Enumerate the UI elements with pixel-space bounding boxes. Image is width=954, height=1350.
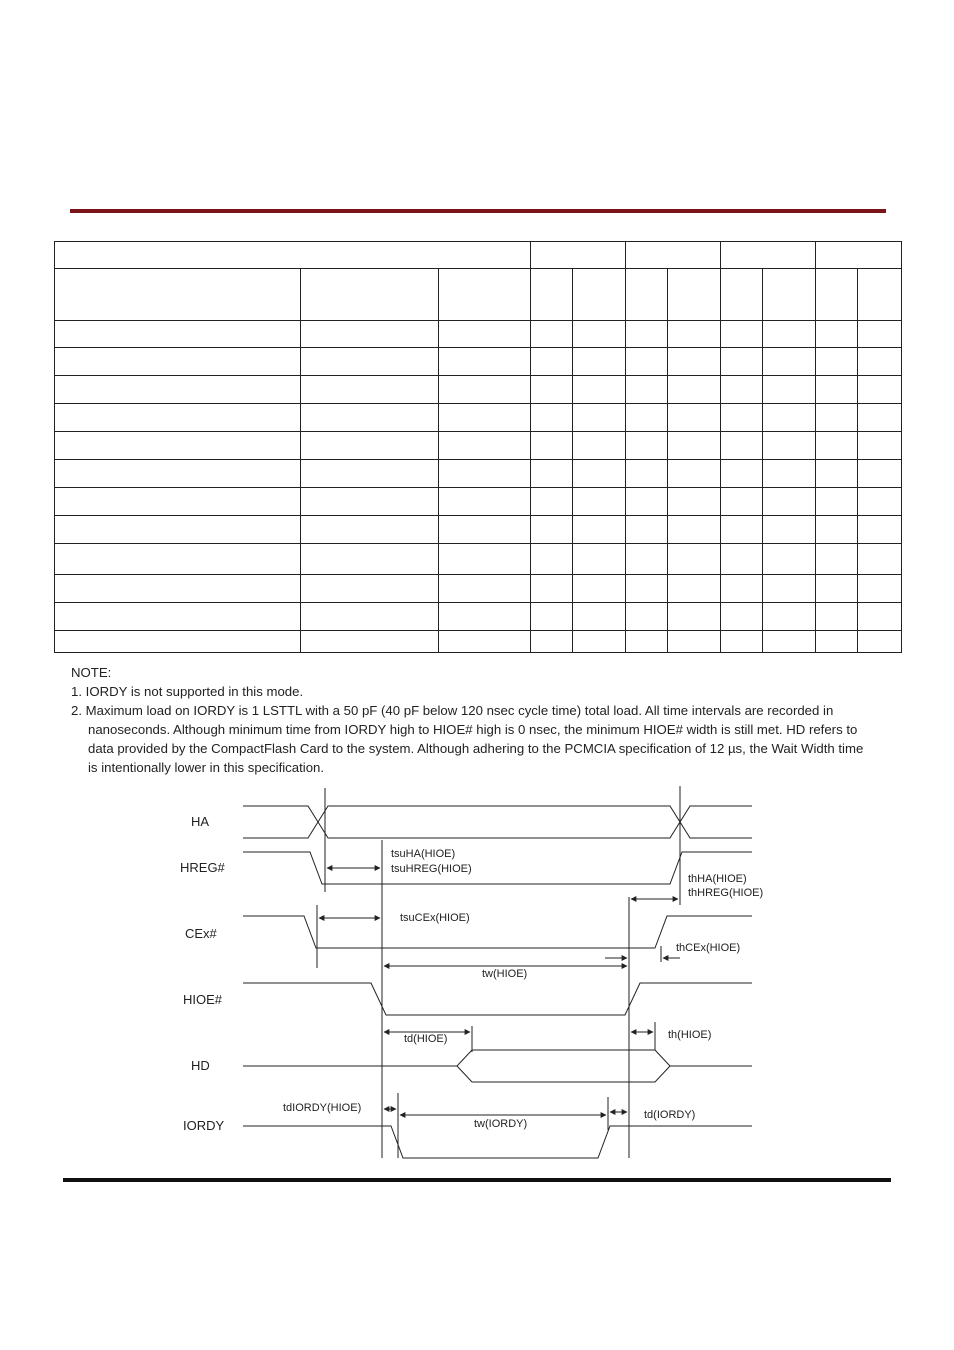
timing-table (54, 241, 902, 653)
waveform-hioe (243, 983, 752, 1015)
label-tdhioe: td(HIOE) (404, 1033, 448, 1045)
waveform-hd (243, 1050, 752, 1082)
notes (71, 663, 871, 777)
table-row (55, 321, 902, 348)
label-twiordy: tw(IORDY) (474, 1118, 528, 1130)
table-row (55, 404, 902, 432)
signal-label-cex: CEx# (185, 926, 217, 941)
table-row (55, 544, 902, 575)
header-rule (70, 209, 886, 213)
signal-label-hioe: HIOE# (183, 992, 223, 1007)
table-row (55, 631, 902, 653)
waveform-hreg (243, 852, 752, 884)
label-thhioe: th(HIOE) (668, 1029, 712, 1041)
waveform-iordy (243, 1126, 752, 1158)
note-item-2: 2. Maximum load on IORDY is 1 LSTTL with a 50 pF (40 pF below 120 nsec cycle time) total load. All time intervals are recorded in nanoseconds. Although minimum time from IORDY high to HIOE# high is 0 nsec, the minimum HIOE# width is still met. HD refers to data provided by the CompactFlash Card to the system. Although adhering to the PCMCIA specification of 12 µs, the Wait Width time is intentionally lower in this specification. (71, 703, 864, 775)
table-row (55, 348, 902, 376)
footer-rule (63, 1178, 891, 1182)
label-tsuhreg: tsuHREG(HIOE) (391, 863, 472, 875)
waveform-ha (243, 806, 752, 838)
table-row (55, 460, 902, 488)
table-row (55, 575, 902, 603)
signal-label-iordy: IORDY (183, 1118, 225, 1133)
label-thcex: thCEx(HIOE) (676, 942, 741, 954)
label-tdiordyhioe: tdIORDY(HIOE) (283, 1102, 362, 1114)
signal-label-hreg: HREG# (180, 860, 225, 875)
table-row (55, 516, 902, 544)
table-row (55, 488, 902, 516)
label-thha: thHA(HIOE) (688, 873, 747, 885)
table-header-row (55, 242, 902, 269)
notes-heading: NOTE: (71, 665, 112, 680)
table-subheader-row (55, 269, 902, 321)
table-row (55, 376, 902, 404)
label-tdiordy: td(IORDY) (644, 1109, 696, 1121)
signal-label-hd: HD (191, 1058, 210, 1073)
signal-label-ha: HA (191, 814, 210, 829)
label-tsucex: tsuCEx(HIOE) (400, 912, 470, 924)
label-twhioe: tw(HIOE) (482, 968, 528, 980)
label-tsuha: tsuHA(HIOE) (391, 848, 456, 860)
note-item-1: 1. IORDY is not supported in this mode. (71, 684, 304, 699)
timing-diagram (0, 780, 954, 1170)
table-row (55, 432, 902, 460)
label-thhreg: thHREG(HIOE) (688, 887, 764, 899)
table-row (55, 603, 902, 631)
